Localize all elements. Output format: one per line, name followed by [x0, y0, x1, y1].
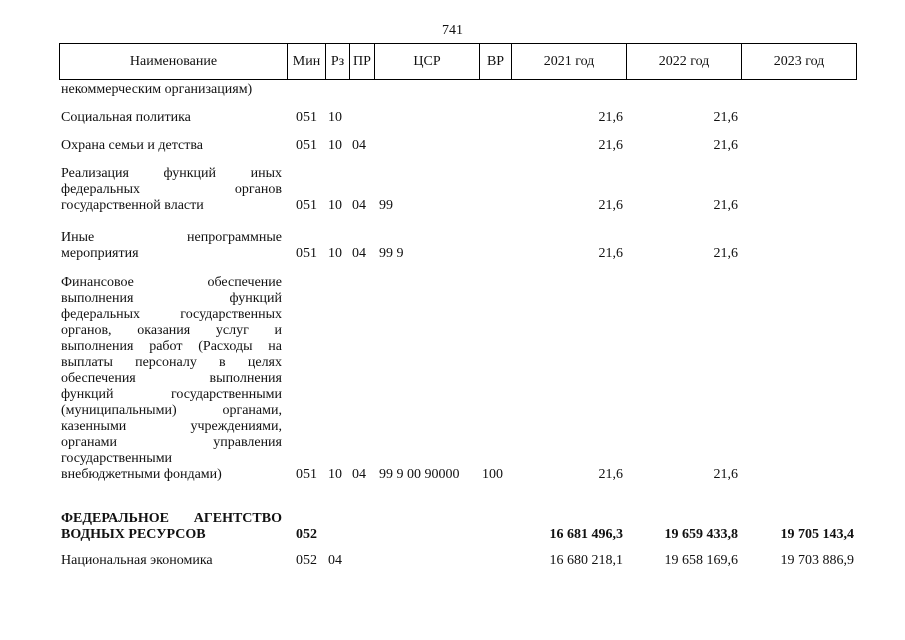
row-name-line: Охрана семьи и детства: [61, 138, 203, 153]
header-csr: ЦСР: [375, 44, 480, 80]
cell-2022: 19 659 433,8: [664, 527, 738, 542]
cell-pr: 04: [352, 246, 366, 261]
header-vr: ВР: [480, 44, 512, 80]
cell-2021: 16 680 218,1: [549, 553, 623, 568]
row-name-line: Социальная политика: [61, 110, 191, 125]
table-header: [59, 43, 857, 80]
cell-min: 051: [296, 246, 317, 261]
cell-csr: 99 9: [379, 246, 404, 261]
row-name-line: государственной власти: [61, 198, 204, 213]
row-name: [61, 138, 282, 154]
cell-2022: 21,6: [713, 198, 738, 213]
row-name-line: обеспечения выполнения: [61, 371, 282, 386]
cell-min: 052: [296, 553, 317, 568]
cell-rz: 10: [328, 198, 342, 213]
header-min: Мин: [288, 44, 326, 80]
row-name-line: Реализация функций иных: [61, 166, 282, 181]
row-name-line: выполнения функций: [61, 291, 282, 306]
cell-2021: 16 681 496,3: [549, 527, 623, 542]
header-rz: Рз: [326, 44, 350, 80]
cell-2021: 21,6: [598, 467, 623, 482]
cell-2021: 21,6: [598, 198, 623, 213]
row-name-line: федеральных государственных: [61, 307, 282, 322]
cell-rz: 10: [328, 110, 342, 125]
cell-2022: 21,6: [713, 246, 738, 261]
cell-2021: 21,6: [598, 138, 623, 153]
row-name: [61, 110, 282, 126]
header-2022: 2022 год: [627, 44, 742, 80]
cell-min: 052: [296, 527, 317, 542]
cell-pr: 04: [352, 467, 366, 482]
cell-rz: 10: [328, 467, 342, 482]
cell-vr: 100: [482, 467, 503, 482]
row-name: [61, 82, 282, 98]
cell-csr: 99: [379, 198, 393, 213]
cell-rz: 04: [328, 553, 342, 568]
row-name-line: Иные непрограммные: [61, 230, 282, 245]
row-name-line: органами управления: [61, 435, 282, 450]
cell-rz: 10: [328, 246, 342, 261]
header-name: Наименование: [60, 44, 288, 80]
row-name: [61, 275, 282, 483]
row-name-line: Финансовое обеспечение: [61, 275, 282, 290]
row-name: [61, 553, 282, 569]
cell-rz: 10: [328, 138, 342, 153]
row-name-line: органов, оказания услуг и: [61, 323, 282, 338]
row-name-line: выплаты персоналу в целях: [61, 355, 282, 370]
cell-2022: 21,6: [713, 467, 738, 482]
row-name-line: ВОДНЫХ РЕСУРСОВ: [61, 527, 206, 542]
cell-2022: 21,6: [713, 110, 738, 125]
cell-min: 051: [296, 198, 317, 213]
cell-csr: 99 9 00 90000: [379, 467, 460, 482]
cell-2021: 21,6: [598, 246, 623, 261]
header-2021: 2021 год: [512, 44, 627, 80]
row-name: [61, 511, 282, 543]
row-name-line: функций государственными: [61, 387, 282, 402]
row-name-line: федеральных органов: [61, 182, 282, 197]
row-name-line: некоммерческим организациям): [61, 82, 253, 97]
cell-2022: 19 658 169,6: [664, 553, 738, 568]
page-number: 741: [442, 23, 463, 38]
row-name-line: выполнения работ (Расходы на: [61, 339, 282, 354]
row-name-line: казенными учреждениями,: [61, 419, 282, 434]
cell-min: 051: [296, 138, 317, 153]
row-name: [61, 166, 282, 214]
row-name-line: ФЕДЕРАЛЬНОЕ АГЕНТСТВО: [61, 511, 282, 526]
row-name-line: (муниципальными) органами,: [61, 403, 282, 418]
cell-2021: 21,6: [598, 110, 623, 125]
row-name-line: Национальная экономика: [61, 553, 213, 568]
row-name-line: государственными: [61, 451, 173, 466]
header-2023: 2023 год: [742, 44, 857, 80]
cell-min: 051: [296, 110, 317, 125]
row-name: [61, 230, 282, 262]
cell-2023: 19 703 886,9: [780, 553, 854, 568]
cell-2022: 21,6: [713, 138, 738, 153]
row-name-line: мероприятия: [61, 246, 139, 261]
header-pr: ПР: [350, 44, 375, 80]
cell-2023: 19 705 143,4: [780, 527, 854, 542]
cell-pr: 04: [352, 198, 366, 213]
row-name-line: внебюджетными фондами): [61, 467, 222, 482]
cell-pr: 04: [352, 138, 366, 153]
cell-min: 051: [296, 467, 317, 482]
